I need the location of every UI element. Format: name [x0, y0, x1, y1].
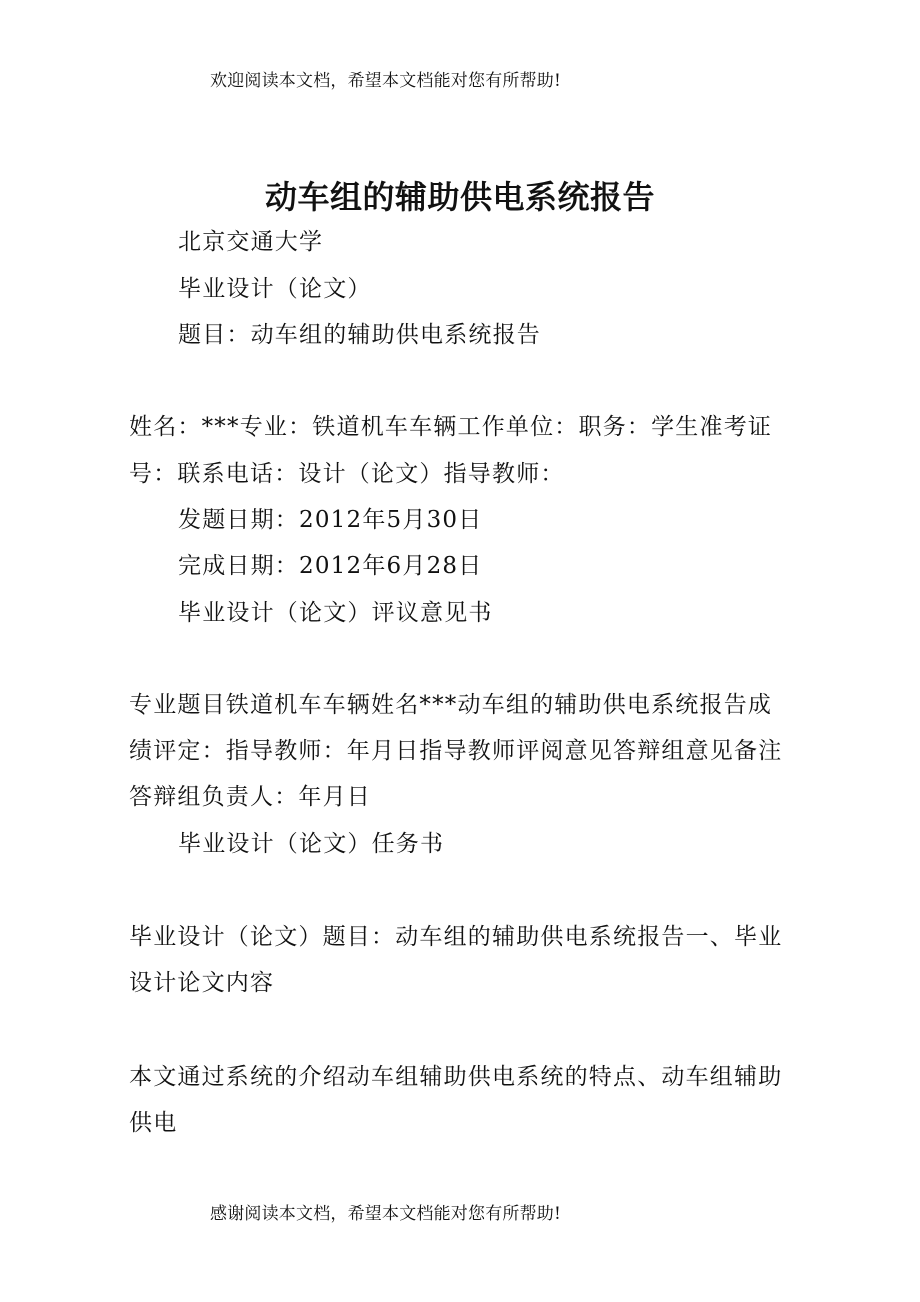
- document-type: 毕业设计（论文）: [178, 276, 372, 302]
- university-name: 北京交通大学: [178, 229, 324, 255]
- thesis-topic: 题目：动车组的辅助供电系统报告: [178, 322, 541, 348]
- review-line-3: 答辩组负责人：年月日: [129, 784, 371, 810]
- issue-date: 发题日期：2012年5月30日: [178, 507, 483, 533]
- review-heading: 毕业设计（论文）评议意见书: [178, 600, 493, 626]
- header-note: 欢迎阅读本文档，希望本文档能对您有所帮助!: [210, 71, 562, 91]
- finish-date: 完成日期：2012年6月28日: [178, 553, 483, 579]
- task-line-2: 设计论文内容: [129, 970, 275, 996]
- task-heading: 毕业设计（论文）任务书: [178, 831, 445, 857]
- student-info-line-1: 姓名：***专业：铁道机车车辆工作单位：职务：学生准考证: [129, 414, 773, 440]
- body-paragraph-line-1: 本文通过系统的介绍动车组辅助供电系统的特点、动车组辅助: [129, 1064, 783, 1090]
- footer-note: 感谢阅读本文档，希望本文档能对您有所帮助!: [210, 1204, 562, 1224]
- review-line-1: 专业题目铁道机车车辆姓名***动车组的辅助供电系统报告成: [129, 692, 773, 718]
- student-info-line-2: 号：联系电话：设计（论文）指导教师：: [129, 461, 565, 487]
- review-line-2: 绩评定：指导教师：年月日指导教师评阅意见答辩组意见备注: [129, 738, 783, 764]
- document-title: 动车组的辅助供电系统报告: [264, 178, 655, 216]
- body-paragraph-line-2: 供电: [129, 1110, 178, 1136]
- task-line-1: 毕业设计（论文）题目：动车组的辅助供电系统报告一、毕业: [129, 924, 783, 950]
